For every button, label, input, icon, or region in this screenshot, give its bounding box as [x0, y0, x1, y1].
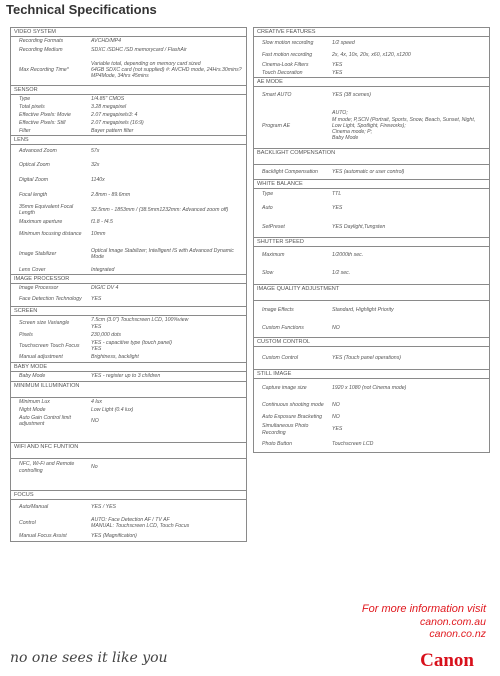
spec-value: 57x [91, 148, 100, 155]
section-title: SHUTTER SPEED [254, 238, 489, 247]
spec-row [11, 145, 246, 158]
spec-row [254, 319, 489, 337]
spec-row [254, 49, 489, 61]
spec-value: 2.07 megapixels3: 4 [91, 111, 138, 118]
spec-value: 1920 x 1080 (not Cinema mode) [332, 385, 407, 392]
spec-section [253, 77, 490, 148]
link-canon-au[interactable]: canon.com.au [420, 615, 486, 628]
spec-label: Night Mode [19, 406, 46, 413]
spec-row [11, 339, 246, 353]
spec-label: Effective Pixels: Still [19, 119, 66, 126]
spec-row [11, 242, 246, 266]
spec-row [11, 46, 246, 55]
section-title: SCREEN [11, 307, 246, 316]
section-title: WHITE BALANCE [254, 180, 489, 189]
spec-label: Cinema-Look Filters [262, 61, 309, 68]
page-title: Technical Specifications [6, 2, 157, 17]
section-title: FOCUS [11, 491, 246, 500]
spec-row [11, 188, 246, 202]
spec-value: 32x [91, 162, 100, 169]
spec-value: 2.8mm - 89.6mm [91, 191, 131, 198]
spec-label: Slow motion recording [262, 39, 314, 46]
spec-section [10, 274, 247, 306]
section-title: IMAGE QUALITY ADJUSTMENT [254, 285, 489, 301]
spec-value: NO [332, 324, 340, 331]
section-title: CUSTOM CONTROL [254, 338, 489, 347]
spec-row [11, 127, 246, 135]
spec-label: Pixels [19, 331, 33, 338]
spec-value: 3.28 megapixel [91, 103, 127, 110]
spec-row [11, 173, 246, 188]
spec-section [10, 306, 247, 362]
spec-row [11, 331, 246, 339]
spec-row [11, 111, 246, 119]
spec-section [10, 442, 247, 490]
section-title: VIDEO SYSTEM [11, 28, 246, 37]
spec-value: TTL [332, 191, 342, 198]
spec-section [10, 85, 247, 135]
spec-value: AVCHD/MP4 [91, 38, 121, 45]
spec-value: 1/2000th sec. [332, 251, 364, 258]
spec-label: Baby Mode [19, 373, 46, 380]
spec-value: Low Light (0.4 lux) [91, 406, 134, 413]
spec-section [253, 27, 490, 77]
spec-row [11, 414, 246, 428]
spec-row [11, 514, 246, 532]
spec-label: Max Recording Time* [19, 66, 69, 73]
spec-row [254, 104, 489, 148]
spec-row [11, 398, 246, 406]
spec-label: Type [262, 191, 274, 198]
spec-row [254, 200, 489, 217]
spec-row [254, 422, 489, 437]
spec-row [11, 55, 246, 85]
spec-value: YES - register up to 3 children [91, 373, 161, 380]
spec-row [254, 69, 489, 77]
link-canon-nz[interactable]: canon.co.nz [429, 628, 486, 640]
spec-label: Face Detection Technology [19, 296, 82, 303]
slogan: no one sees it like you [10, 650, 168, 666]
spec-section [10, 27, 247, 85]
spec-value: YES Daylight,Tungsten [332, 223, 386, 230]
spec-section [253, 237, 490, 284]
spec-section [253, 179, 490, 237]
spec-value: YES [332, 61, 343, 68]
spec-label: Recording Formats [19, 38, 64, 45]
spec-label: Minimum focusing distance [19, 230, 82, 237]
spec-value: SDXC /SDHC /SD memorycard / FlashAir [91, 47, 187, 54]
spec-label: Effective Pixels: Movie [19, 111, 71, 118]
spec-label: Image Processor [19, 285, 59, 292]
spec-label: Backlight Compensation [262, 168, 318, 175]
spec-label: Auto Gain Control limit adjustment [19, 414, 71, 427]
spec-label: Focal length [19, 191, 48, 198]
spec-label: Touch Decoration [262, 69, 303, 76]
spec-value: YES [332, 426, 343, 433]
spec-row [11, 218, 246, 226]
spec-label: Lens Cover [19, 266, 46, 273]
spec-row [254, 379, 489, 398]
spec-label: SetPreset [262, 223, 285, 230]
spec-label: Control [19, 519, 36, 526]
spec-label: Advanced Zoom [19, 148, 57, 155]
spec-value: Optical Image Stabilizer; Intelligent IS with Advanced Dynamic Mode [91, 247, 234, 260]
spec-row [11, 202, 246, 218]
spec-label: Photo Button [262, 441, 292, 448]
spec-value: Integrated [91, 266, 115, 273]
spec-value: 2x, 4x, 10x, 20x, x60, x120, x1200 [332, 51, 411, 58]
spec-label: Smart AUTO [262, 92, 292, 99]
section-title: MINIMUM ILLUMINATION [11, 382, 246, 398]
more-info-block [362, 603, 486, 641]
spec-value: YES [332, 69, 343, 76]
spec-value: YES / YES [91, 503, 116, 510]
spec-row [11, 103, 246, 111]
spec-label: Auto/Manual [19, 503, 49, 510]
spec-label: Image Effects [262, 306, 294, 313]
spec-row [254, 87, 489, 104]
spec-row [254, 61, 489, 69]
spec-row [11, 372, 246, 381]
spec-label: Screen size Variangle [19, 320, 70, 327]
spec-label: Capture image size [262, 385, 307, 392]
spec-row [11, 119, 246, 127]
spec-row [254, 189, 489, 200]
spec-row [11, 459, 246, 476]
spec-row [11, 316, 246, 331]
section-title: BACKLIGHT COMPENSATION [254, 149, 489, 165]
spec-value: No [91, 464, 98, 471]
spec-row [254, 165, 489, 179]
spec-label: Simultaneous Photo Recording [262, 423, 309, 436]
spec-value: 1/2 speed [332, 39, 355, 46]
spec-label: Type [19, 95, 31, 102]
spec-value: YES (Magnification) [91, 533, 137, 540]
spec-label: Minimum Lux [19, 398, 50, 405]
section-title: LENS [11, 136, 246, 145]
spec-label: Maximum [262, 251, 285, 258]
spec-value: 230,000 dots [91, 331, 121, 338]
section-title: BABY MODE [11, 363, 246, 372]
spec-row [11, 532, 246, 541]
spec-label: NFC, Wi-Fi and Remote controlling [19, 461, 75, 474]
spec-label: Recording Medium [19, 47, 63, 54]
spec-section [10, 490, 247, 541]
spec-section [10, 362, 247, 381]
spec-row [11, 284, 246, 293]
spec-value: 2.07 megapixels (16:9) [91, 119, 144, 126]
spec-value: NO [91, 417, 99, 424]
spec-section [253, 337, 490, 369]
spec-label: Image Stabilizer [19, 250, 57, 257]
spec-label: Program AE [262, 122, 291, 129]
spec-section [10, 381, 247, 442]
spec-label: Filter [19, 127, 31, 134]
section-title: STILL IMAGE [254, 370, 489, 379]
spec-value: YES (38 scenes) [332, 92, 371, 99]
spec-label: Slow [262, 270, 274, 277]
spec-row [11, 266, 246, 274]
left-spec-column [10, 27, 247, 542]
section-title: IMAGE PROCESSOR [11, 275, 246, 284]
spec-label: Digital Zoom [19, 177, 49, 184]
spec-label: Optical Zoom [19, 162, 50, 169]
spec-row [254, 437, 489, 452]
spec-value: 1/4.85" CMOS [91, 95, 125, 102]
spec-value: YES - capacitive type (touch panel) YES [91, 339, 173, 352]
spec-value: AUTO: Face Detection AF / TV AF MANUAL: Touchscreen LCD, Touch Focus [91, 516, 190, 529]
spec-value: 1/2 sec. [332, 270, 351, 277]
spec-label: Manual Focus Assist [19, 533, 67, 540]
spec-row [11, 37, 246, 46]
right-spec-column [253, 27, 490, 453]
spec-row [11, 353, 246, 362]
section-title: AE MODE [254, 78, 489, 87]
spec-value: Standard, Highlight Priority [332, 306, 394, 313]
spec-section [253, 284, 490, 337]
spec-value: 32.5mm - 1853mm / (38.5mm1232mm: Advanced zoom off) [91, 206, 229, 213]
spec-value: YES (automatic or user control) [332, 168, 405, 175]
spec-label: Total pixels [19, 103, 45, 110]
spec-label: Maximum aperture [19, 218, 63, 225]
spec-value: 4 lux [91, 398, 102, 405]
spec-label: Continuous shooting mode [262, 402, 324, 409]
spec-value: Touchscreen LCD [332, 441, 374, 448]
more-info-text: For more information visit [361, 603, 486, 615]
spec-value: YES (Touch panel operations) [332, 354, 402, 361]
spec-label: Touchscreen Touch Focus [19, 342, 80, 349]
spec-label: Auto [262, 205, 273, 212]
spec-value: YES [91, 296, 102, 303]
spec-row [11, 406, 246, 414]
canon-logo: Canon [420, 650, 474, 671]
spec-label: Manual adjustment [19, 354, 63, 361]
spec-row [254, 398, 489, 413]
spec-label: 35mm Equivalent Focal Length [19, 203, 74, 216]
section-title: WIFI AND NFC FUNTION [11, 443, 246, 459]
spec-label: Custom Control [262, 354, 299, 361]
spec-section [253, 369, 490, 452]
spec-row [11, 226, 246, 242]
spec-row [11, 293, 246, 306]
spec-label: Auto Exposure Bracketing [262, 414, 322, 421]
spec-value: 7.5cm (3.0") Touchscreen LCD, 100%view YES [91, 317, 189, 330]
spec-row [254, 413, 489, 422]
spec-row [11, 158, 246, 173]
spec-value: Brightness, backlight [91, 354, 139, 361]
spec-label: Fast motion recording [262, 51, 313, 58]
section-title: SENSOR [11, 86, 246, 95]
spec-value: f1.8 - f4.5 [91, 218, 113, 225]
spec-section [253, 148, 490, 179]
spec-row [254, 347, 489, 369]
spec-value: AUTO; M mode; P,SCN (Portrait, Sports, Snow, Beach, Sunset, Night, Low Light, Spotlight, Fireworks); Cinema mode; P; Baby Mode [332, 110, 476, 142]
spec-row [11, 95, 246, 103]
spec-value: NO [332, 402, 340, 409]
spec-value: YES [332, 205, 343, 212]
spec-value: 10mm [91, 230, 106, 237]
spec-value: NO [332, 414, 340, 421]
spec-section [10, 135, 247, 274]
spec-row [11, 500, 246, 514]
spec-row [254, 247, 489, 263]
spec-value: Variable total, depending on memory card sized 64GB SDXC card (not supplied) #: AVCHD mode, 24Hrs.30mins? MP4Mode, 34hrs 45mins [91, 60, 242, 80]
spec-row [254, 37, 489, 49]
spec-row [254, 263, 489, 284]
spec-value: Bayer pattern filter [91, 127, 134, 134]
spec-value: DIGIC DV 4 [91, 285, 119, 292]
section-title: CREATIVE FEATURES [254, 28, 489, 37]
spec-label: Custom Functions [262, 324, 304, 331]
spec-row [254, 301, 489, 319]
spec-row [254, 217, 489, 237]
spec-value: 1140x [91, 177, 105, 184]
